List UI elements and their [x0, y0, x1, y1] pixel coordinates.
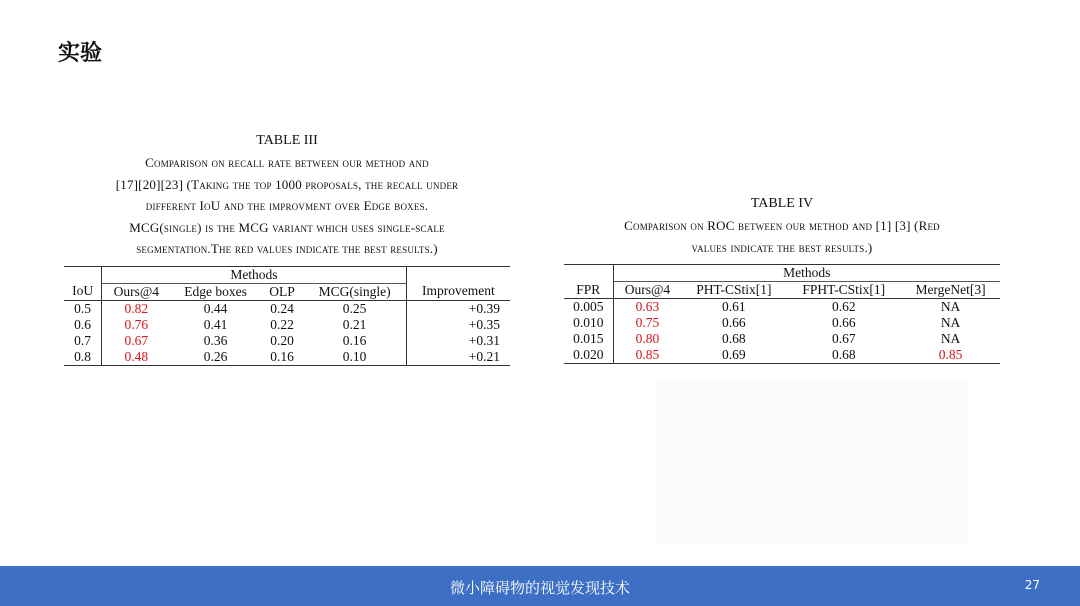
header-spacer	[64, 266, 102, 283]
table-cell-best: 0.80	[635, 331, 660, 346]
table-cell: 0.10	[303, 349, 406, 366]
table-cell: 0.7	[64, 333, 102, 349]
table-cell: 0.44	[203, 300, 228, 316]
background-panel	[656, 380, 968, 545]
column-header: Ours@4	[613, 282, 681, 299]
caption-line: segmentation.The red values indicate the best results.)	[136, 241, 438, 256]
table-iv	[564, 264, 1000, 364]
table-row	[564, 347, 1000, 364]
caption-line: MCG(single) is the MCG variant which uses single-scale	[129, 219, 445, 235]
table-row	[564, 299, 1000, 316]
table-cell-best: 0.48	[102, 349, 171, 366]
table-iii	[64, 266, 510, 366]
footer-title: 微小障碍物的视觉发现技术	[449, 579, 630, 597]
table-cell: 0.68	[722, 331, 746, 346]
column-header: FPHT-CStix[1]	[786, 282, 901, 299]
table-cell-best: 0.85	[901, 347, 1000, 364]
table-iii-caption	[64, 152, 510, 260]
column-header: Improvement	[406, 283, 510, 300]
table-cell: 0.36	[203, 332, 228, 348]
table-cell: 0.69	[681, 347, 786, 364]
table-row	[564, 331, 1000, 347]
table-iv-caption	[564, 215, 1000, 258]
table-iii-block	[64, 132, 510, 366]
column-header: FPR	[564, 282, 613, 299]
table-cell: 0.66	[831, 315, 856, 330]
table-cell: 0.005	[564, 299, 613, 316]
table-row	[64, 300, 510, 317]
table-cell: 0.5	[64, 300, 102, 317]
methods-group-header: Methods	[102, 266, 407, 283]
table-cell: +0.21	[406, 349, 510, 366]
table-cell: 0.16	[261, 349, 304, 366]
table-cell: +0.39	[406, 300, 510, 317]
table-row	[64, 349, 510, 366]
slide-title: 实验	[58, 41, 103, 66]
table-cell: 0.16	[342, 332, 367, 348]
methods-group-header: Methods	[613, 265, 1000, 282]
table-cell: 0.41	[203, 316, 228, 332]
table-row	[564, 315, 1000, 331]
caption-line: Comparison on ROC between our method and [1] [3] (Red	[624, 218, 940, 233]
table-cell: 0.015	[564, 331, 613, 347]
table-cell: NA	[940, 315, 961, 330]
table-row	[64, 317, 510, 333]
caption-line: values indicate the best results.)	[691, 239, 873, 255]
table-cell: 0.62	[831, 299, 856, 314]
caption-line: [17][20][23] (Taking the top 1000 proposals, the recall under	[115, 176, 459, 192]
table-cell: 0.66	[722, 315, 746, 330]
table-cell: 0.20	[270, 332, 294, 348]
table-iv-block	[564, 195, 1000, 364]
caption-line: different IoU and the improvment over Edge boxes.	[145, 198, 429, 213]
table-cell: 0.24	[270, 300, 294, 316]
page-number: 27	[1024, 578, 1040, 592]
column-header: Edge boxes	[171, 283, 261, 300]
header-spacer	[564, 265, 613, 282]
column-header: MCG(single)	[303, 283, 406, 300]
table-cell: +0.35	[406, 317, 510, 333]
footer-bar	[0, 566, 1080, 606]
table-cell: NA	[940, 331, 961, 346]
table-cell: 0.6	[64, 317, 102, 333]
table-cell: 0.68	[786, 347, 901, 364]
table-iv-number: TABLE IV	[750, 196, 814, 211]
table-row	[64, 333, 510, 349]
table-cell: 0.25	[342, 300, 367, 316]
table-iii-number: TABLE III	[256, 133, 318, 148]
column-header: Ours@4	[102, 283, 171, 300]
table-cell-best: 0.67	[124, 332, 149, 348]
table-cell: NA	[940, 299, 961, 314]
table-cell: +0.31	[406, 333, 510, 349]
table-cell-best: 0.82	[124, 300, 149, 316]
column-header: IoU	[64, 283, 102, 300]
table-cell-best: 0.85	[613, 347, 681, 364]
table-cell: 0.67	[831, 331, 856, 346]
column-header: OLP	[261, 283, 304, 300]
table-cell: 0.020	[564, 347, 613, 364]
column-header: PHT-CStix[1]	[681, 282, 786, 299]
column-header: MergeNet[3]	[901, 282, 1000, 299]
table-cell: 0.21	[342, 316, 367, 332]
table-cell-best: 0.63	[635, 299, 660, 314]
table-cell: 0.22	[270, 316, 294, 332]
caption-line: Comparison on recall rate between our method and	[145, 155, 429, 170]
table-cell: 0.8	[64, 349, 102, 366]
table-cell: 0.26	[171, 349, 261, 366]
table-cell-best: 0.76	[124, 316, 149, 332]
header-spacer	[406, 266, 510, 283]
table-cell-best: 0.75	[635, 315, 660, 330]
table-cell: 0.61	[722, 299, 746, 314]
table-cell: 0.010	[564, 315, 613, 331]
